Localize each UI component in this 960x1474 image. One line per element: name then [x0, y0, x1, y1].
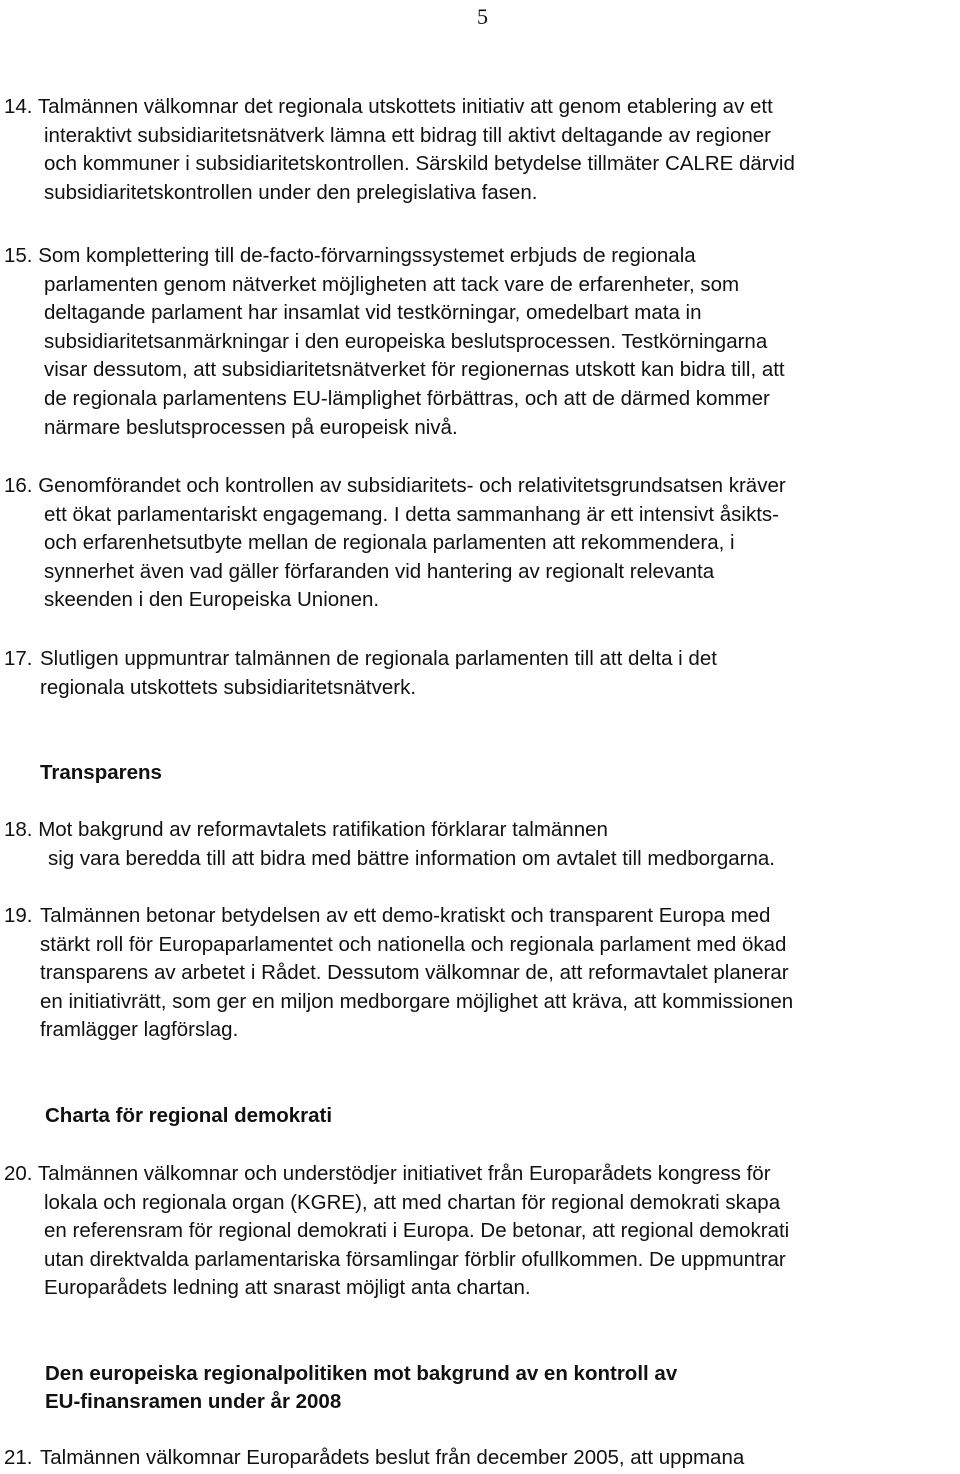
paragraph-line: sig vara beredda till att bidra med bättre information om avtalet till medborgarna. — [48, 846, 775, 870]
paragraph-line: närmare beslutsprocessen på europeisk nivå. — [44, 415, 458, 439]
paragraph-line: Talmännen välkomnar Europarådets beslut från december 2005, att uppmana — [40, 1446, 745, 1469]
paragraph-line: interaktivt subsidiaritetsnätverk lämna ett bidrag till aktivt deltagande av regioner — [44, 123, 771, 147]
paragraph-line: ett ökat parlamentariskt engagemang. I detta sammanhang är ett intensivt åsikts- — [44, 502, 779, 526]
paragraph-number: 21. — [4, 1446, 33, 1469]
paragraph-line: synnerhet även vad gäller förfaranden vid hantering av regionalt relevanta — [44, 559, 715, 583]
paragraph-line: 15. Som komplettering till de-facto-förvarningssystemet erbjuds de regionala — [4, 244, 696, 267]
paragraph-line: en initiativrätt, som ger en miljon medborgare möjlighet att kräva, att kommissionen — [40, 989, 794, 1013]
heading-line: Den europeiska regionalpolitiken mot bakgrund av en kontroll av — [45, 1362, 678, 1385]
paragraph-line: utan direktvalda parlamentariska församlingar förblir ofullkommen. De uppmuntrar — [44, 1247, 786, 1271]
paragraph-19 — [4, 902, 793, 1045]
paragraph-line: transparens av arbetet i Rådet. Dessutom välkomnar de, att reformavtalet planerar — [40, 961, 789, 985]
paragraph-line: 20. Talmännen välkomnar och understödjer initiativet från Europarådets kongress för — [4, 1162, 771, 1185]
paragraph-16 — [4, 472, 786, 615]
paragraph-line: framlägger lagförslag. — [40, 1018, 239, 1042]
paragraph-line: 14. Talmännen välkomnar det regionala utskottets initiativ att genom etablering av ett — [4, 95, 773, 118]
paragraph-line: lokala och regionala organ (KGRE), att med chartan för regional demokrati skapa — [44, 1190, 781, 1214]
paragraph-number: 19. — [4, 904, 33, 927]
paragraph-line: deltagande parlament har insamlat vid testkörningar, omedelbart mata in — [44, 301, 702, 325]
paragraph-line: 18. Mot bakgrund av reformavtalets ratifikation förklarar talmännen — [4, 818, 608, 841]
paragraph-line: subsidiaritetskontrollen under den prelegislativa fasen. — [44, 180, 538, 204]
paragraph-20 — [4, 1160, 789, 1303]
paragraph-line: de regionala parlamentens EU-lämplighet förbättras, och att de därmed kommer — [44, 386, 770, 410]
section-heading-regionalpolitik — [45, 1360, 677, 1416]
paragraph-line: regionala utskottets subsidiaritetsnätverk. — [40, 675, 417, 699]
paragraph-line: en referensram för regional demokrati i Europa. De betonar, att regional demokrati — [44, 1219, 790, 1243]
paragraph-line: visar dessutom, att subsidiaritetsnätverket för regionernas utskott kan bidra till, att — [44, 358, 785, 382]
paragraph-line: 16. Genomförandet och kontrollen av subsidiaritets- och relativitetsgrundsatsen kräver — [4, 474, 786, 497]
paragraph-21 — [4, 1444, 744, 1473]
section-heading-transparens: Transparens — [40, 761, 162, 784]
paragraph-line: stärkt roll för Europaparlamentet och nationella och regionala parlament med ökad — [40, 932, 787, 956]
paragraph-line: och kommuner i subsidiaritetskontrollen. Särskild betydelse tillmäter CALRE därvid — [44, 152, 795, 176]
paragraph-14 — [4, 93, 795, 207]
page-number: 5 — [477, 4, 488, 29]
paragraph-15 — [4, 242, 785, 442]
heading-line: EU-finansramen under år 2008 — [45, 1390, 342, 1413]
paragraph-18 — [4, 816, 775, 873]
section-heading-charta: Charta för regional demokrati — [45, 1104, 333, 1127]
paragraph-line: Slutligen uppmuntrar talmännen de regionala parlamenten till att delta i det — [40, 647, 717, 670]
paragraph-line: Europarådets ledning att snarast möjligt anta chartan. — [44, 1276, 531, 1300]
paragraph-line: Talmännen betonar betydelsen av ett demo-kratiskt och transparent Europa med — [40, 904, 771, 927]
paragraph-line: och erfarenhetsutbyte mellan de regionala parlamenten att rekommendera, i — [44, 531, 735, 555]
paragraph-line: parlamenten genom nätverket möjligheten att tack vare de erfarenheter, som — [44, 272, 740, 296]
paragraph-line: subsidiaritetsanmärkningar i den europeiska beslutsprocessen. Testkörningarna — [44, 329, 768, 353]
paragraph-number: 17. — [4, 647, 33, 670]
paragraph-line: skeenden i den Europeiska Unionen. — [44, 588, 380, 612]
paragraph-17 — [4, 645, 717, 702]
